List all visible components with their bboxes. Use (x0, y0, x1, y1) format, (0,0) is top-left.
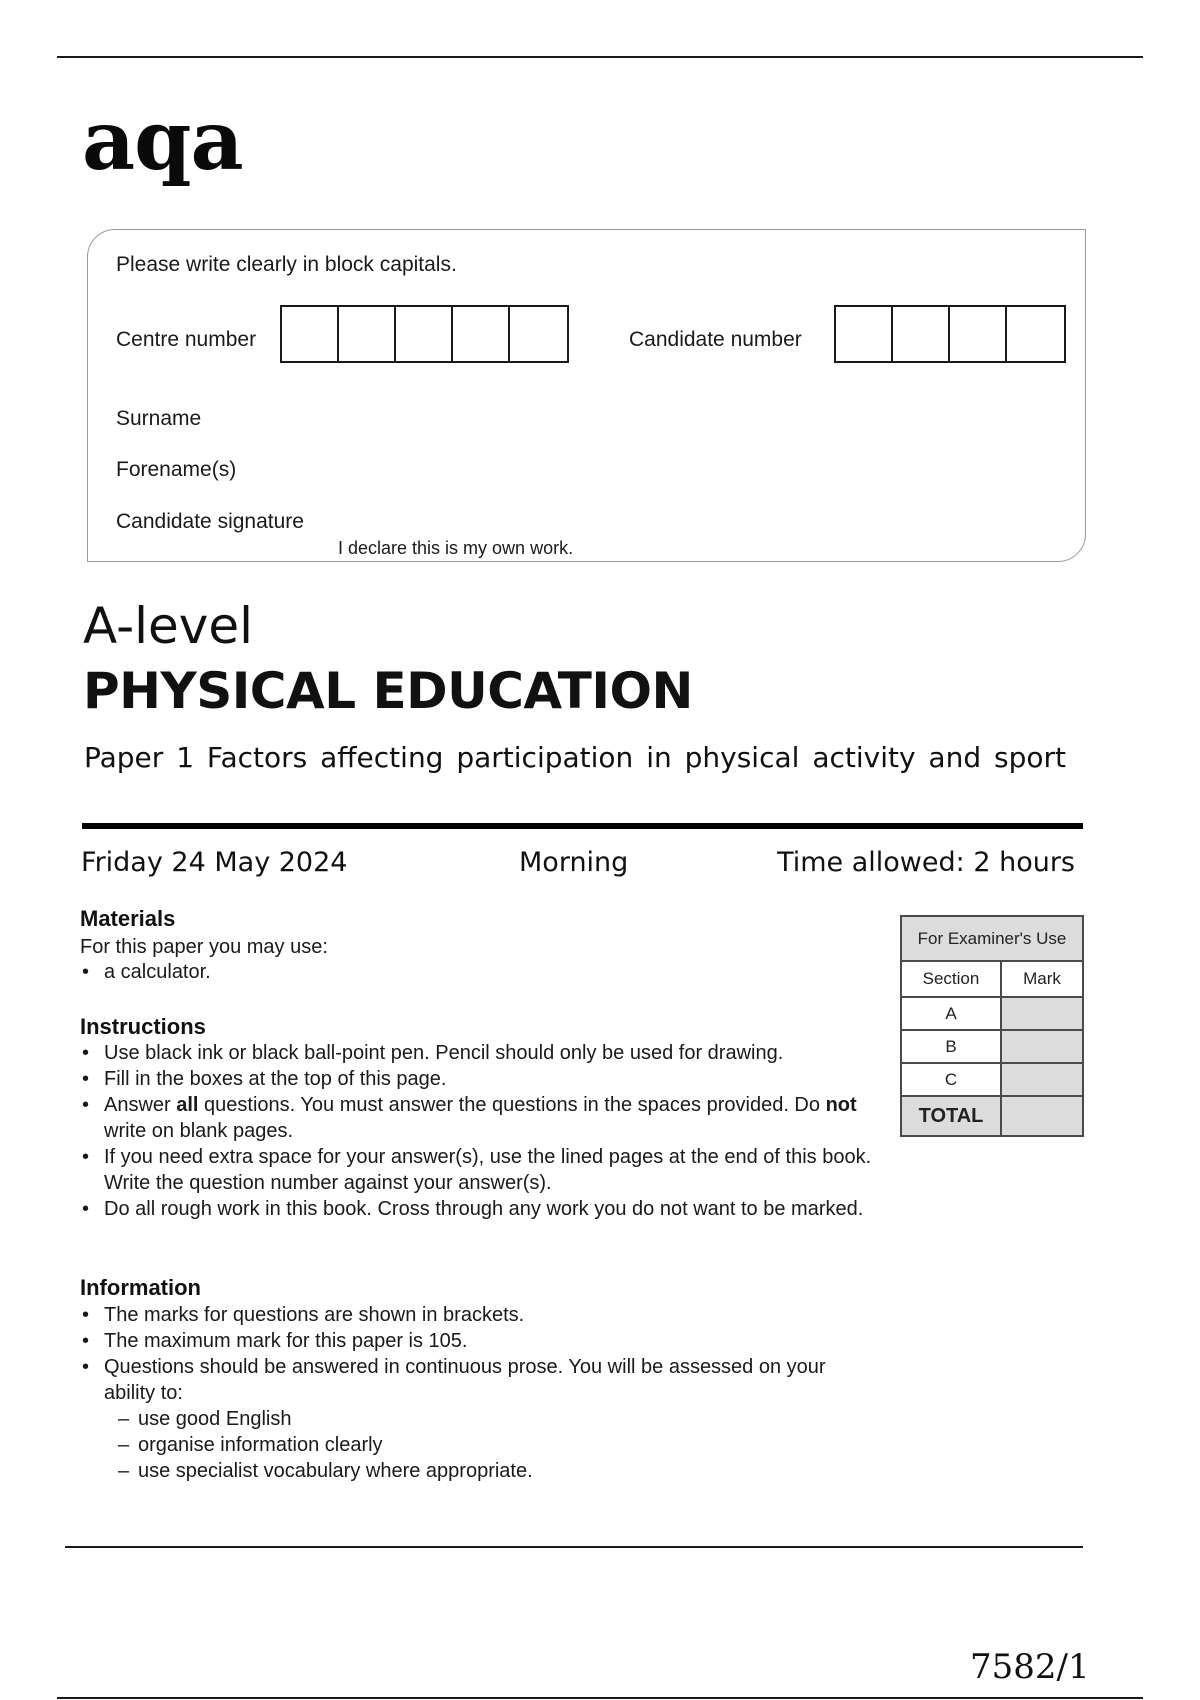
mark-cell (1001, 1030, 1083, 1063)
exam-session: Morning (519, 847, 629, 878)
paper-title: Paper 1 Factors affecting participation in physical activity and sport (84, 741, 1066, 774)
list-item: • The maximum mark for this paper is 105. (80, 1328, 880, 1354)
materials-heading: Materials (80, 906, 176, 931)
assessment-criteria-list (104, 1406, 880, 1484)
list-item: • a calculator. (80, 959, 880, 985)
list-item: • Do all rough work in this book. Cross through any work you do not want to be marked. (80, 1196, 880, 1222)
materials-list (80, 959, 880, 985)
exam-date: Friday 24 May 2024 (81, 847, 348, 878)
declaration-text: I declare this is my own work. (338, 538, 574, 558)
list-item: – organise information clearly (118, 1432, 880, 1458)
centre-digit-box[interactable] (510, 307, 567, 361)
centre-digit-box[interactable] (339, 307, 396, 361)
candidate-number-boxes[interactable] (834, 305, 1066, 363)
section-column-header: Section (901, 961, 1001, 997)
examiner-use-table (900, 915, 1084, 1137)
subject-title: PHYSICAL EDUCATION (83, 662, 693, 720)
section-label: A (901, 997, 1001, 1030)
list-item-text: Questions should be answered in continuous prose. You will be assessed on your ability to: (104, 1356, 826, 1404)
list-item: • If you need extra space for your answer(s), use the lined pages at the end of this book. Write the question number against your answer(s). (80, 1144, 880, 1196)
centre-number-boxes[interactable] (280, 305, 569, 363)
qualification-level: A-level (83, 597, 254, 655)
thick-divider (82, 823, 1083, 829)
surname-label: Surname (116, 407, 202, 430)
bottom-divider (65, 1546, 1083, 1548)
list-item: • Answer all questions. You must answer the questions in the spaces provided. Do not write on blank pages. (80, 1092, 880, 1144)
candidate-number-label: Candidate number (629, 328, 802, 351)
section-label: B (901, 1030, 1001, 1063)
list-item: – use good English (118, 1406, 880, 1432)
instructions-heading: Instructions (80, 1014, 206, 1039)
bottom-rule (57, 1697, 1143, 1699)
information-heading: Information (80, 1275, 201, 1300)
centre-digit-box[interactable] (396, 307, 453, 361)
signature-label: Candidate signature (116, 510, 304, 533)
candidate-digit-box[interactable] (1007, 307, 1064, 361)
list-item: • The marks for questions are shown in brackets. (80, 1302, 880, 1328)
information-list (80, 1302, 880, 1484)
total-mark-cell (1001, 1096, 1083, 1136)
top-rule (57, 56, 1143, 58)
instructions-list (80, 1040, 880, 1222)
list-item: • Use black ink or black ball-point pen. Pencil should only be used for drawing. (80, 1040, 880, 1066)
materials-intro: For this paper you may use: (80, 936, 328, 958)
total-label: TOTAL (901, 1096, 1001, 1136)
paper-code: 7582/1 (970, 1647, 1090, 1687)
centre-number-label: Centre number (116, 328, 257, 351)
mark-column-header: Mark (1001, 961, 1083, 997)
aqa-logo: aqa (82, 93, 243, 189)
list-item: – use specialist vocabulary where appropriate. (118, 1458, 880, 1484)
centre-digit-box[interactable] (453, 307, 510, 361)
candidate-digit-box[interactable] (893, 307, 950, 361)
list-item (80, 1354, 880, 1484)
section-label: C (901, 1063, 1001, 1096)
block-capitals-instruction: Please write clearly in block capitals. (116, 253, 457, 276)
list-item: • Fill in the boxes at the top of this page. (80, 1066, 880, 1092)
centre-digit-box[interactable] (282, 307, 339, 361)
time-allowed: Time allowed: 2 hours (777, 847, 1075, 878)
mark-cell (1001, 997, 1083, 1030)
examiner-table-title: For Examiner's Use (901, 916, 1083, 961)
forenames-label: Forename(s) (116, 458, 237, 481)
mark-cell (1001, 1063, 1083, 1096)
candidate-digit-box[interactable] (836, 307, 893, 361)
candidate-digit-box[interactable] (950, 307, 1007, 361)
